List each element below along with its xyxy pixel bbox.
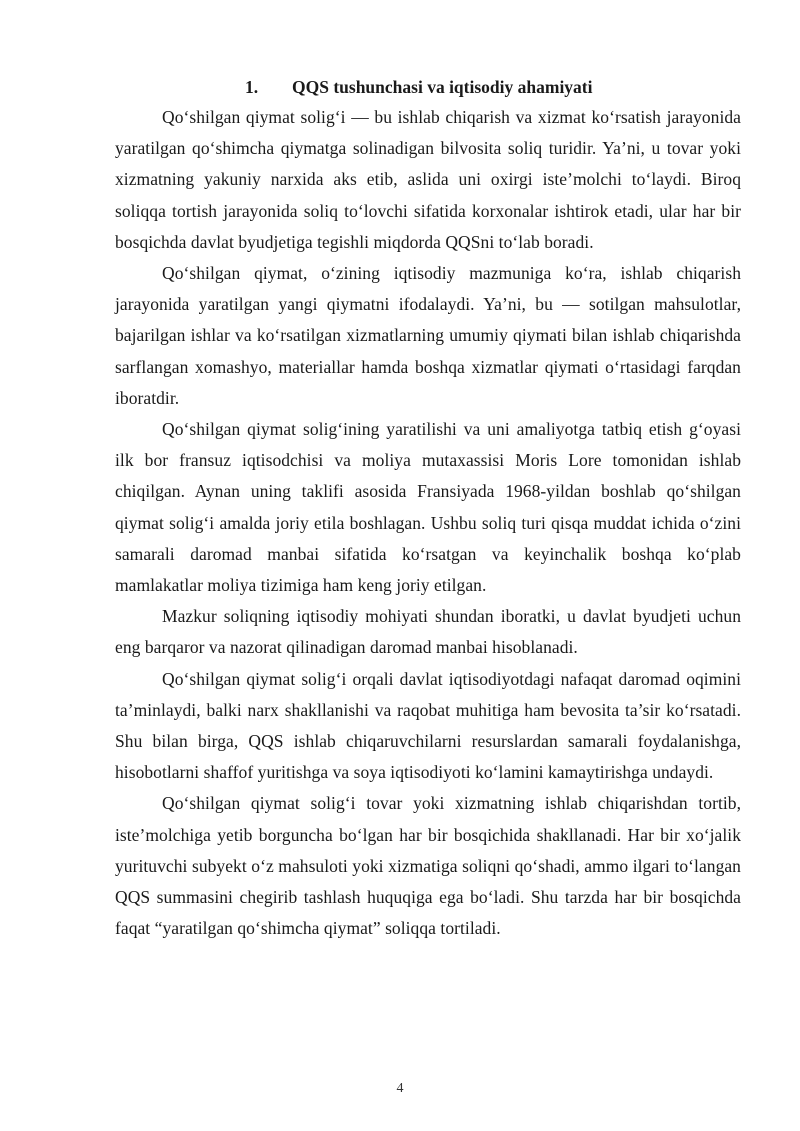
section-heading <box>115 72 741 102</box>
section-number: 1. <box>245 77 259 97</box>
document-page <box>115 72 741 944</box>
paragraph-stages: Qo‘shilgan qiymat solig‘i tovar yoki xizmatning ishlab chiqarishdan tortib, iste’molchiga yetib borguncha bo‘lgan har bir bosqichida shakllanadi. Har bir xo‘jalik yurituvchi subyekt o‘z mahsuloti yoki xizmatiga soliqni qo‘shadi, ammo ilgari to‘langan QQS summasini chegirib tashlash huquqiga ega bo‘ladi. Shu tarzda har bir bosqichda faqat “yaratilgan qo‘shimcha qiymat” soliqqa tortiladi. <box>115 793 741 939</box>
paragraph-essence: Mazkur soliqning iqtisodiy mohiyati shundan iboratki, u davlat byudjeti uchun eng barqaror va nazorat qilinadigan daromad manbai hisoblanadi. <box>115 606 741 658</box>
paragraph-definition: Qo‘shilgan qiymat solig‘i — bu ishlab chiqarish va xizmat ko‘rsatish jarayonida yaratilgan qo‘shimcha qiymatga solinadigan bilvosita soliq turidir. Ya’ni, u tovar yoki xizmatning yakuniy narxida aks etib, aslida uni oxirgi iste’molchi to‘laydi. Biroq soliqqa tortish jarayonida soliq to‘lovchi sifatida korxonalar ishtirok etadi, ular har bir bosqichda davlat byudjetiga tegishli miqdorda QQSni to‘lab boradi. <box>115 107 741 252</box>
paragraph-economic-content: Qo‘shilgan qiymat, o‘zining iqtisodiy mazmuniga ko‘ra, ishlab chiqarish jarayonida yaratilgan yangi qiymatni ifodalaydi. Ya’ni, bu — sotilgan mahsulotlar, bajarilgan ishlar va ko‘rsatilgan xizmatlarning umumiy qiymati bilan ishlab chiqarishda sarflangan xomashyo, materiallar hamda boshqa xizmatlar qiymati o‘rtasidagi farqdan iboratdir. <box>115 263 741 408</box>
paragraph-history: Qo‘shilgan qiymat solig‘ining yaratilishi va uni amaliyotga tatbiq etish g‘oyasi ilk bor fransuz iqtisodchisi va moliya mutaxassisi Moris Lore tomonidan ishlab chiqilgan. Aynan uning taklifi asosida Fransiyada 1968-yildan boshlab qo‘shilgan qiymat solig‘i amalda joriy etila boshlagan. Ushbu soliq turi qisqa muddat ichida o‘zini samarali daromad manbai sifatida ko‘rsatgan va keyinchalik boshqa ko‘plab mamlakatlar moliya tizimiga ham keng joriy etilgan. <box>115 419 741 596</box>
paragraph-impact: Qo‘shilgan qiymat solig‘i orqali davlat iqtisodiyotdagi nafaqat daromad oqimini ta’minlaydi, balki narx shakllanishi va raqobat muhitiga ham bevosita ta’sir ko‘rsatadi. Shu bilan birga, QQS ishlab chiqaruvchilarni resurslardan samarali foydalanishga, hisobotlarni shaffof yuritishga va soya iqtisodiyoti ko‘lamini kamaytirishga undaydi. <box>115 668 741 783</box>
page-number: 4 <box>396 1081 404 1096</box>
section-title: QQS tushunchasi va iqtisodiy ahamiyati <box>292 77 593 97</box>
